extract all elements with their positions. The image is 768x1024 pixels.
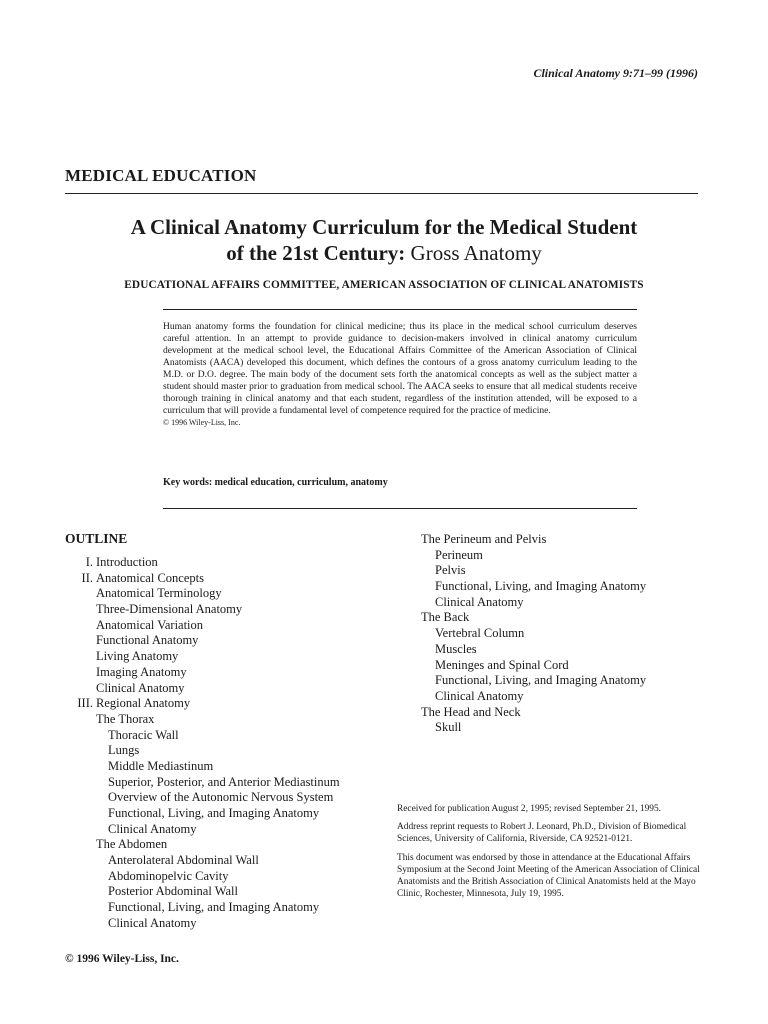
outline-item-label: Vertebral Column	[435, 626, 525, 641]
outline-item	[65, 790, 340, 806]
outline-item	[65, 618, 340, 634]
outline-item	[421, 595, 646, 611]
outline-item	[65, 712, 340, 728]
keywords: Key words: medical education, curriculum, anatomy	[163, 477, 388, 488]
outline-item	[421, 658, 646, 674]
outline-item	[65, 900, 340, 916]
outline-item	[65, 853, 340, 869]
outline-item-label: Overview of the Autonomic Nervous System	[108, 790, 334, 805]
outline-column-2	[421, 532, 646, 736]
outline-item-label: Pelvis	[435, 563, 466, 578]
outline-item-label: Clinical Anatomy	[96, 680, 185, 695]
reprint-address-note: Address reprint requests to Robert J. Leonard, Ph.D., Division of Biomedical Sciences, University of California, Riverside, CA 92521-0121.	[397, 822, 687, 845]
title-line-1: A Clinical Anatomy Curriculum for the Medical Student	[130, 215, 638, 239]
outline-item	[421, 610, 646, 626]
outline-item-label: Functional, Living, and Imaging Anatomy	[435, 579, 647, 594]
header-divider	[65, 193, 698, 194]
outline-item-number: III.	[77, 696, 93, 711]
outline-item-label: Anatomical Terminology	[96, 586, 222, 601]
journal-reference: Clinical Anatomy 9:71–99 (1996)	[533, 66, 698, 80]
outline-item	[65, 696, 340, 712]
outline-item-label: Imaging Anatomy	[96, 664, 187, 679]
outline-item	[65, 916, 340, 932]
outline-item	[421, 548, 646, 564]
outline-item-label: Anatomical Concepts	[96, 570, 204, 585]
outline-item	[65, 586, 340, 602]
outline-item-label: Middle Mediastinum	[108, 758, 214, 773]
authors: EDUCATIONAL AFFAIRS COMMITTEE, AMERICAN ASSOCIATION OF CLINICAL ANATOMISTS	[124, 279, 644, 291]
title-line-2-bold: of the 21st Century:	[226, 241, 406, 265]
outline-item-label: Abdominopelvic Cavity	[108, 868, 229, 883]
outline-item	[65, 806, 340, 822]
article-title	[60, 214, 708, 266]
outline-item	[421, 532, 646, 548]
outline-item	[421, 642, 646, 658]
outline-item-label: Clinical Anatomy	[435, 594, 524, 609]
outline-item	[65, 759, 340, 775]
abstract	[163, 321, 637, 429]
outline-item	[65, 633, 340, 649]
title-line-2	[60, 240, 708, 266]
title-line-2-light: Gross Anatomy	[405, 241, 542, 265]
outline-item-label: Functional, Living, and Imaging Anatomy	[108, 900, 320, 915]
outline-item-label: Functional, Living, and Imaging Anatomy	[108, 806, 320, 820]
outline-item-label: Functional, Living, and Imaging Anatomy	[435, 673, 647, 688]
outline-item-label: The Perineum and Pelvis	[421, 532, 547, 546]
outline-item-label: Lungs	[108, 743, 140, 758]
outline-item-label: Three-Dimensional Anatomy	[96, 602, 243, 617]
outline-item-label: Muscles	[435, 641, 477, 656]
outline-item-label: Clinical Anatomy	[108, 821, 197, 836]
outline-item	[65, 869, 340, 885]
outline-item	[65, 665, 340, 681]
outline-item-label: Superior, Posterior, and Anterior Mediastinum	[108, 774, 340, 789]
outline-item-number: I.	[85, 555, 93, 569]
endorsement-note: This document was endorsed by those in attendance at the Educational Affairs Symposium at the Second Joint Meeting of the American Association of Clinical Anatomists and the British Association of Clinical Anatomists held at the Mayo Clinic, Rochester, Minnesota, July 19, 1995.	[397, 852, 700, 900]
outline-item	[65, 728, 340, 744]
outline-item	[421, 579, 646, 595]
outline-item	[65, 602, 340, 618]
abstract-text: Human anatomy forms the foundation for clinical medicine; thus its place in the medical school curriculum deserves careful attention. In an attempt to provide guidance to decision-makers involved in clinical anatomy curriculum development at the medical school level, the Educational Affairs Committee of the American Association of Clinical Anatomists (AACA) developed this document, which defines the contours of a gross anatomy curriculum leading to the M.D. or D.O. degree. The main body of the document sets forth the anatomical concepts as well as the subject matter a student should master prior to graduation from medical school. The AACA seeks to ensure that all medical students receive thorough training in clinical anatomy and that each student, regardless of the institution attended, will be exposed to a curriculum that will provide a fundamental level of competence required for the practice of medicine.	[163, 321, 637, 416]
outline-item	[65, 555, 340, 571]
outline-item-label: Clinical Anatomy	[108, 915, 197, 930]
outline-item	[421, 626, 646, 642]
outline-item	[65, 649, 340, 665]
section-heading: MEDICAL EDUCATION	[65, 166, 257, 185]
outline-item-label: The Thorax	[96, 711, 155, 726]
outline-item	[65, 837, 340, 853]
abstract-copyright: © 1996 Wiley-Liss, Inc.	[163, 418, 241, 427]
outline-item-label: Functional Anatomy	[96, 633, 199, 648]
outline-item	[421, 689, 646, 705]
outline-item	[65, 571, 340, 587]
outline-item-label: Living Anatomy	[96, 649, 179, 664]
outline-item-label: Regional Anatomy	[96, 696, 191, 711]
article-notes	[397, 803, 703, 906]
outline-column-1	[65, 555, 340, 932]
outline-item	[421, 705, 646, 721]
outline-item-label: The Back	[421, 610, 470, 625]
outline-item-label: Introduction	[96, 555, 158, 569]
outline-item-label: Perineum	[435, 547, 483, 562]
outline-item	[421, 673, 646, 689]
outline-item	[65, 743, 340, 759]
abstract-bottom-rule	[163, 508, 637, 509]
outline-item-label: The Abdomen	[96, 837, 168, 852]
outline-item-label: Posterior Abdominal Wall	[108, 884, 239, 899]
outline-item-label: Anatomical Variation	[96, 617, 204, 632]
outline-item	[65, 884, 340, 900]
outline-heading: OUTLINE	[65, 531, 128, 546]
outline-item-number: II.	[81, 570, 93, 585]
outline-item	[65, 681, 340, 697]
footer-copyright: © 1996 Wiley-Liss, Inc.	[65, 953, 179, 965]
abstract-top-rule	[163, 309, 637, 310]
outline-item-label: Thoracic Wall	[108, 727, 179, 742]
outline-item	[65, 822, 340, 838]
received-note: Received for publication August 2, 1995; revised September 21, 1995.	[397, 804, 662, 814]
outline-item-label: Skull	[435, 720, 462, 735]
outline-item	[421, 720, 646, 736]
outline-item-label: Anterolateral Abdominal Wall	[108, 853, 259, 868]
outline-item-label: Clinical Anatomy	[435, 688, 524, 703]
outline-item	[421, 563, 646, 579]
outline-item	[65, 775, 340, 791]
outline-item-label: The Head and Neck	[421, 704, 521, 719]
outline-item-label: Meninges and Spinal Cord	[435, 657, 569, 672]
